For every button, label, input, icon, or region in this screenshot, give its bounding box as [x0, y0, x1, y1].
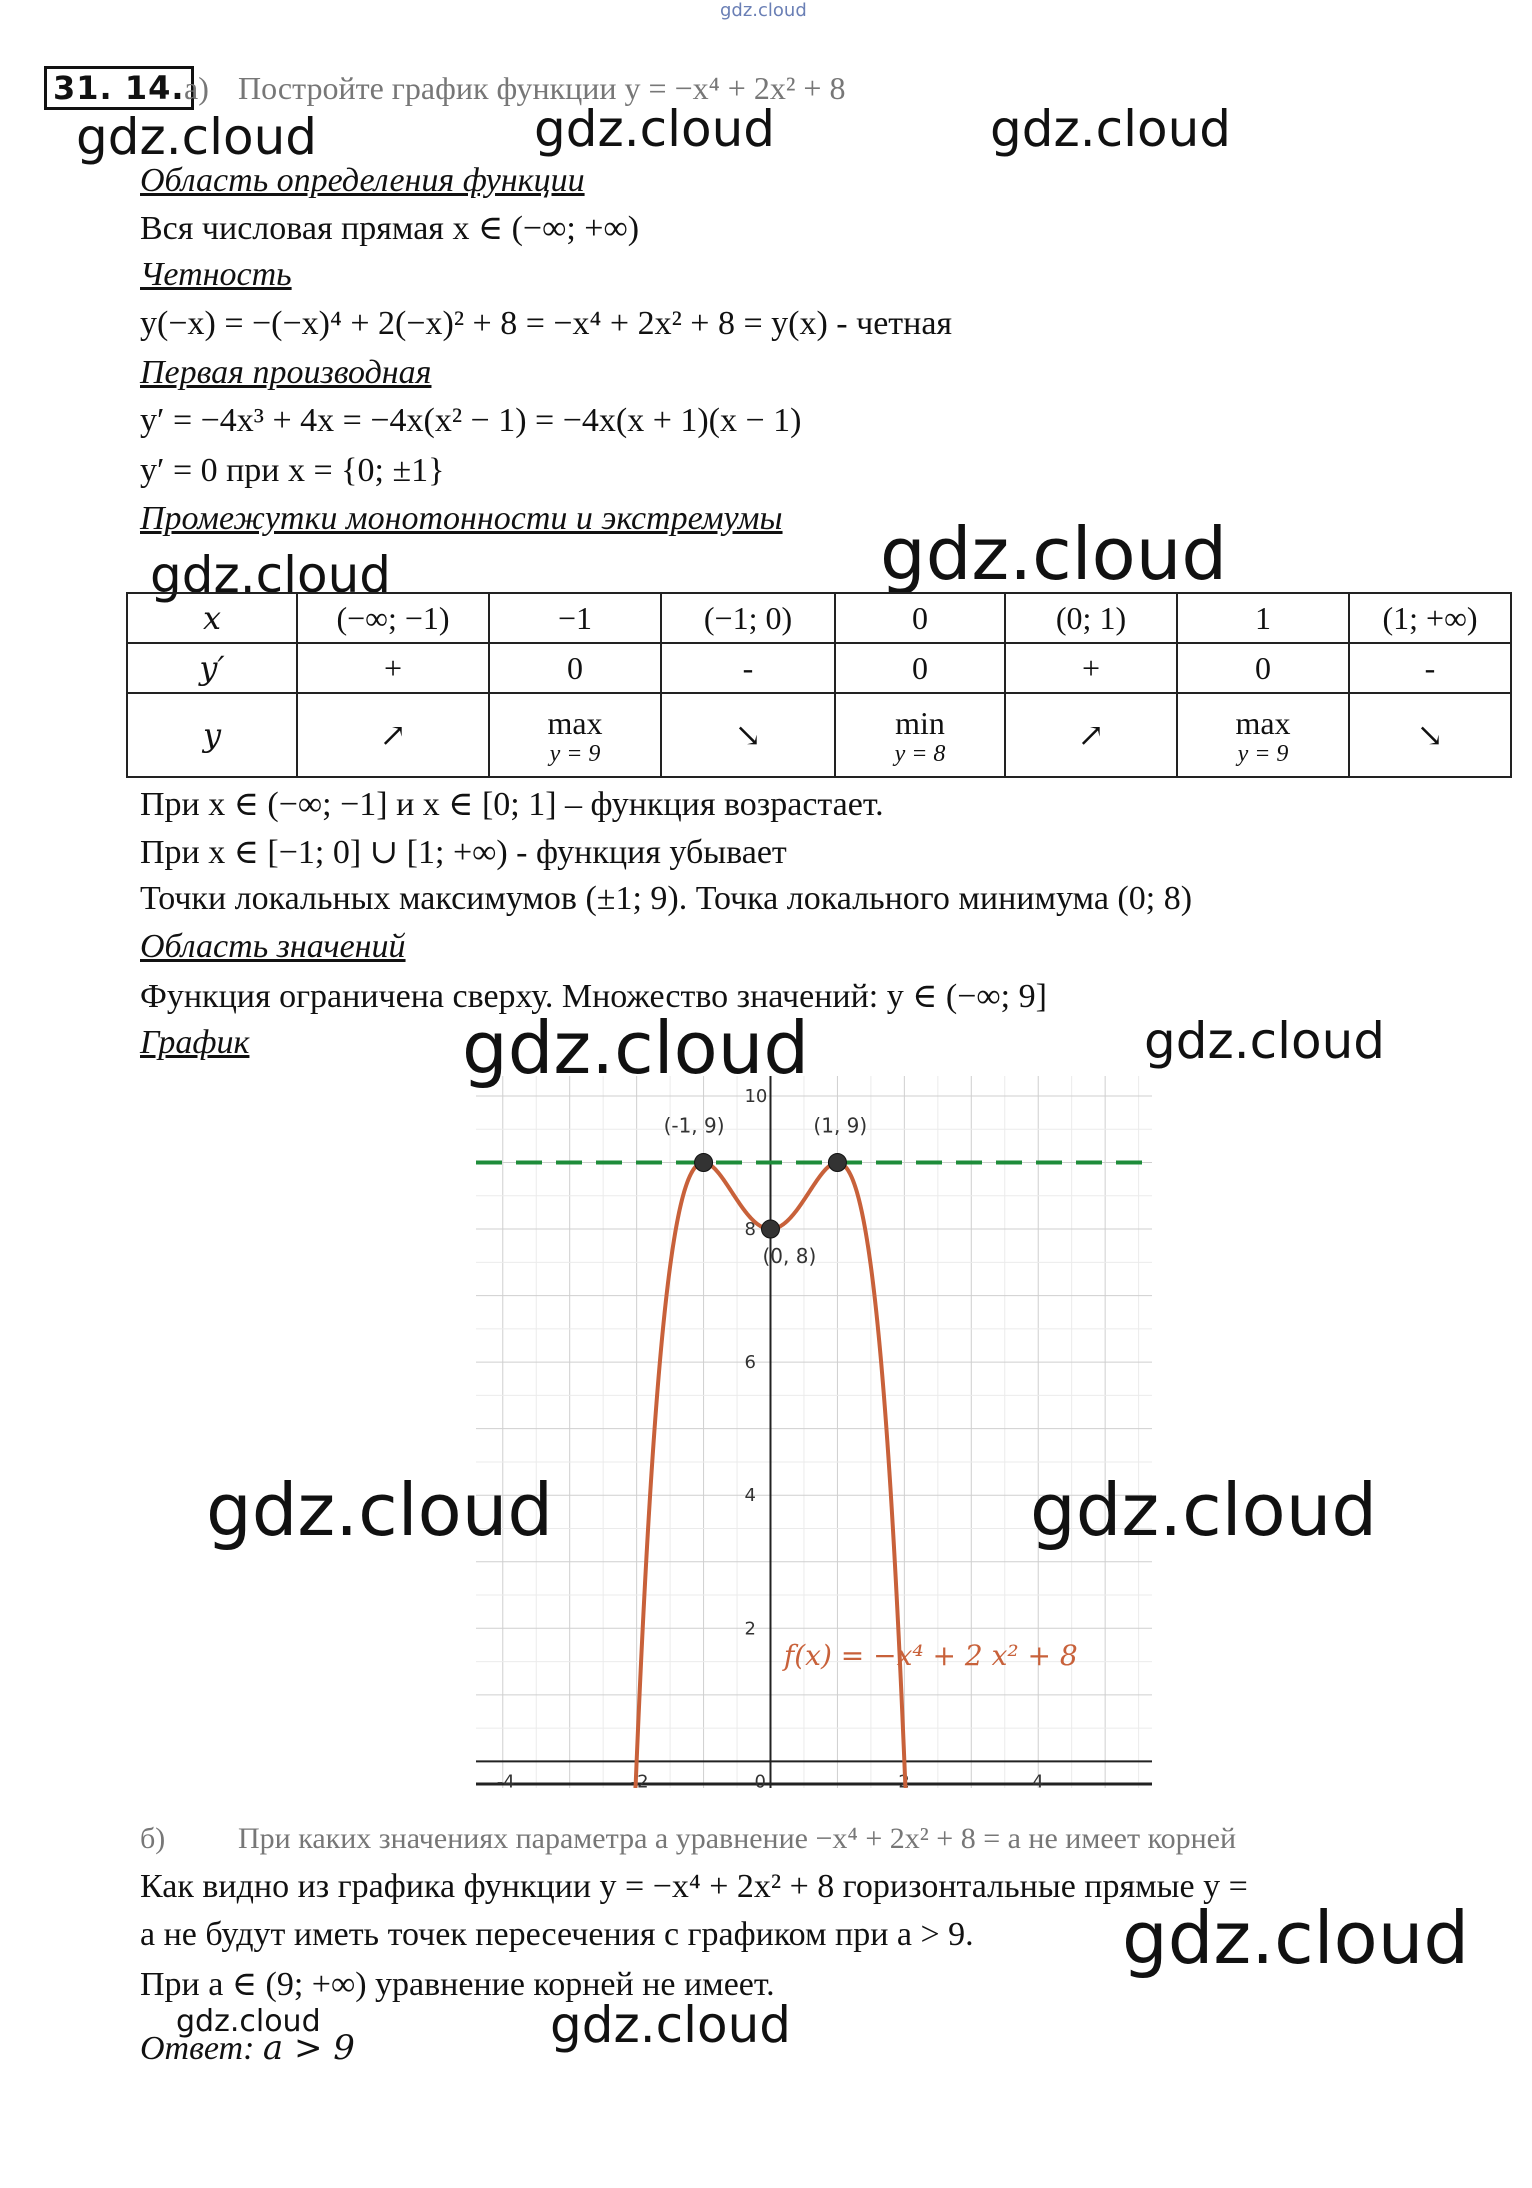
- watermark: gdz.cloud: [1122, 1896, 1470, 1980]
- watermark: gdz.cloud: [534, 100, 776, 158]
- y-tick-label: 2: [744, 1618, 756, 1640]
- table-cell: [1177, 693, 1349, 777]
- decrease-arrow: ↘: [1416, 717, 1444, 753]
- table-cell: [489, 693, 661, 777]
- y-tick-label: 4: [744, 1485, 756, 1507]
- table-cell: [1005, 693, 1177, 777]
- watermark: gdz.cloud: [150, 546, 392, 604]
- point-label: (0, 8): [762, 1244, 817, 1269]
- increase-text: При x ∈ (−∞; −1] и x ∈ [0; 1] – функция возрастает.: [140, 786, 884, 823]
- zeros-text: y′ = 0 при x = {0; ±1}: [140, 452, 445, 489]
- points: [664, 1114, 868, 1269]
- watermark: gdz.cloud: [76, 108, 318, 166]
- table-row: [127, 693, 1511, 777]
- parity-text: y(−x) = −(−x)⁴ + 2(−x)² + 8 = −x⁴ + 2x² + 8 = y(x) - четная: [140, 305, 953, 342]
- cell-sub: y = 8: [894, 740, 946, 767]
- table-cell: [127, 693, 297, 777]
- range-text: Функция ограничена сверху. Множество значений: y ∈ (−∞; 9]: [140, 978, 1047, 1015]
- table-row: [127, 643, 1511, 693]
- cell-main: max: [1235, 704, 1291, 741]
- answer-value: a > 9: [262, 2028, 355, 2068]
- table-cell: 0: [489, 643, 661, 693]
- part-b-label: б): [140, 1822, 166, 1855]
- watermark: gdz.cloud: [176, 2004, 321, 2039]
- domain-heading: Область определения функции: [140, 162, 585, 199]
- watermark: gdz.cloud: [206, 1468, 554, 1552]
- table-cell: 1: [1177, 593, 1349, 643]
- cell-main: min: [895, 704, 945, 741]
- increase-arrow: ↗: [379, 717, 407, 753]
- parity-heading: Четность: [140, 256, 292, 293]
- point-label: (1, 9): [813, 1113, 868, 1138]
- function-label: f(x) = −x⁴ + 2 x² + 8: [783, 1638, 1078, 1672]
- watermark: gdz.cloud: [550, 1996, 792, 2054]
- problem-number: 31. 14.: [44, 66, 194, 110]
- table-cell: (0; 1): [1005, 593, 1177, 643]
- x-tick-label: -4: [496, 1771, 515, 1788]
- extremum-point: [761, 1220, 779, 1238]
- answer: [140, 2028, 355, 2068]
- cell-main: max: [547, 704, 603, 741]
- table-cell: [297, 693, 489, 777]
- function-graph: [476, 1076, 1152, 1788]
- watermark: gdz.cloud: [1030, 1468, 1378, 1552]
- table-cell: y′: [127, 643, 297, 693]
- x-tick-label: 4: [1032, 1771, 1044, 1788]
- watermark: gdz.cloud: [1144, 1012, 1386, 1070]
- x-tick-label: 2: [898, 1771, 910, 1788]
- table-cell: 0: [835, 593, 1005, 643]
- table-cell: +: [1005, 643, 1177, 693]
- part-b-task: При каких значениях параметра a уравнение −x⁴ + 2x² + 8 = a не имеет корней: [238, 1822, 1237, 1855]
- derivative-text: y′ = −4x³ + 4x = −4x(x² − 1) = −4x(x + 1)(x − 1): [140, 402, 802, 439]
- cell-main: y: [202, 716, 222, 754]
- y-tick-label: 10: [744, 1085, 768, 1107]
- table-cell: +: [297, 643, 489, 693]
- monotonic-heading: Промежутки монотонности и экстремумы: [140, 500, 783, 537]
- decrease-text: При x ∈ [−1; 0] ∪ [1; +∞) - функция убывает: [140, 834, 787, 871]
- x-tick-label: 0: [754, 1771, 766, 1788]
- domain-text: Вся числовая прямая x ∈ (−∞; +∞): [140, 210, 640, 247]
- part-a-label: а): [184, 70, 209, 106]
- extremum-point: [828, 1154, 846, 1172]
- table-cell: [835, 693, 1005, 777]
- table-cell: (−∞; −1): [297, 593, 489, 643]
- extrema-text: Точки локальных максимумов (±1; 9). Точка локального минимума (0; 8): [140, 880, 1193, 917]
- monotonicity-table: [126, 592, 1512, 778]
- x-tick-label: -2: [630, 1771, 649, 1788]
- table-cell: (1; +∞): [1349, 593, 1511, 643]
- point-label: (-1, 9): [663, 1113, 725, 1138]
- part-b-line3: При a ∈ (9; +∞) уравнение корней не имеет.: [140, 1966, 775, 2003]
- table-cell: [1349, 693, 1511, 777]
- watermark: gdz.cloud: [880, 512, 1228, 596]
- range-heading: Область значений: [140, 928, 406, 965]
- table-cell: -: [1349, 643, 1511, 693]
- part-b-line1: Как видно из графика функции y = −x⁴ + 2x² + 8 горизонтальные прямые y =: [140, 1868, 1248, 1905]
- y-tick-label: 8: [744, 1219, 756, 1241]
- watermark: gdz.cloud: [990, 100, 1232, 158]
- cell-sub: y = 9: [549, 740, 601, 767]
- extremum-point: [695, 1154, 713, 1172]
- table-cell: −1: [489, 593, 661, 643]
- table-cell: (−1; 0): [661, 593, 835, 643]
- part-b-line2: a не будут иметь точек пересечения с графиком при a > 9.: [140, 1916, 974, 1953]
- watermark: gdz.cloud: [462, 1006, 810, 1090]
- table-cell: [661, 693, 835, 777]
- increase-arrow: ↗: [1077, 717, 1105, 753]
- derivative-heading: Первая производная: [140, 354, 432, 391]
- top-watermark: gdz.cloud: [720, 0, 807, 21]
- table-cell: -: [661, 643, 835, 693]
- cell-sub: y = 9: [1237, 740, 1289, 767]
- decrease-arrow: ↘: [734, 717, 762, 753]
- graph-heading: График: [140, 1024, 250, 1061]
- y-tick-label: 6: [744, 1352, 756, 1374]
- table-cell: x: [127, 593, 297, 643]
- table-cell: 0: [835, 643, 1005, 693]
- part-a-task: Постройте график функции y = −x⁴ + 2x² + 8: [238, 70, 846, 106]
- answer-label: Ответ:: [140, 2030, 255, 2067]
- table-cell: 0: [1177, 643, 1349, 693]
- table-row: [127, 593, 1511, 643]
